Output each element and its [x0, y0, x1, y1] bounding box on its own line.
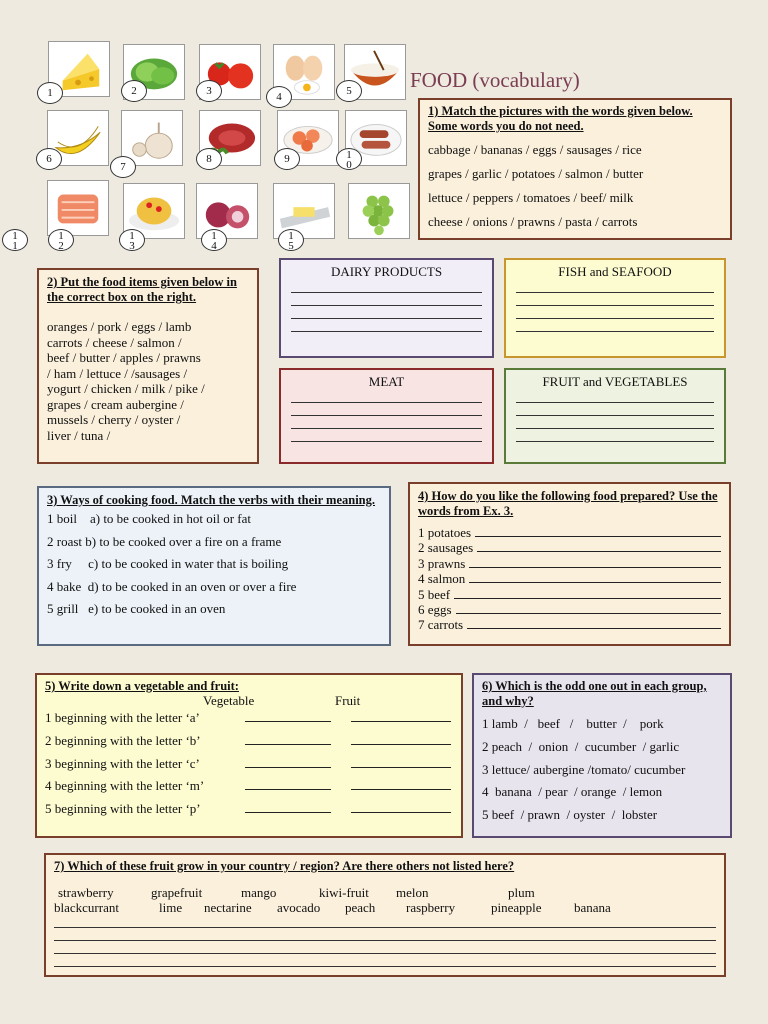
picture-number: 1 2 — [48, 229, 74, 251]
word-line: cheese / onions / prawns / pasta / carrots — [428, 214, 638, 229]
answer-line[interactable] — [516, 293, 714, 306]
answer-line[interactable] — [291, 293, 482, 306]
answer-line[interactable] — [516, 416, 714, 429]
food-prepare-row — [418, 587, 721, 602]
matching-line: 3 fry c) to be cooked in water that is boiling — [47, 556, 289, 572]
food-prepare-row — [418, 617, 721, 632]
exercise-2-word-list — [47, 319, 249, 443]
exercise-5-columns — [45, 694, 453, 708]
exercise-3-heading: 3) Ways of cooking food. Match the verbs with their meaning. — [47, 493, 376, 507]
fruit-vegetables-box — [504, 368, 726, 464]
fruit-word: plum — [508, 885, 535, 900]
letter-prompt: 1 beginning with the letter ‘a’ — [45, 710, 200, 725]
word-line: oranges / pork / eggs / lamb — [47, 319, 192, 334]
letter-prompt: 2 beginning with the letter ‘b’ — [45, 732, 201, 748]
word-line: cabbage / bananas / eggs / sausages / rice — [428, 142, 642, 157]
fruit-row-1 — [54, 885, 716, 900]
picture-number: 1 4 — [201, 229, 227, 251]
fruit-word: mango — [241, 885, 277, 900]
picture-number: 4 — [266, 86, 292, 108]
answer-line[interactable] — [516, 306, 714, 319]
vegetable-blank[interactable] — [245, 778, 331, 790]
food-label: 7 carrots — [418, 617, 464, 633]
exercise-5-box — [35, 673, 463, 838]
food-label: 6 eggs — [418, 602, 452, 618]
fruit-word: kiwi-fruit — [319, 885, 369, 900]
answer-line[interactable] — [516, 319, 714, 332]
food-prepare-row — [418, 602, 721, 617]
dairy-products-box — [279, 258, 494, 358]
picture-number: 9 — [274, 148, 300, 170]
word-line: liver / tuna / — [47, 427, 111, 443]
exercise-5-list — [45, 708, 453, 822]
fruit-blank[interactable] — [351, 778, 451, 790]
letter-prompt: 3 beginning with the letter ‘c’ — [45, 755, 200, 771]
answer-line[interactable] — [291, 280, 482, 293]
odd-one-out-line: 3 lettuce/ aubergine /tomato/ cucumber — [482, 761, 686, 777]
exercise-7-heading: 7) Which of these fruit grow in your country / region? Are there others not listed here? — [54, 859, 515, 873]
exercise-6-list — [482, 713, 722, 827]
answer-blank[interactable] — [475, 525, 721, 537]
exercise-3-box — [37, 486, 391, 646]
odd-one-out-line: 1 lamb / beef / butter / pork — [482, 716, 664, 731]
meat-box — [279, 368, 494, 464]
matching-line: 4 bake d) to be cooked in an oven or over a fire — [47, 578, 297, 594]
picture-number: 1 5 — [278, 229, 304, 251]
answer-line[interactable] — [516, 403, 714, 416]
exercise-4-heading: 4) How do you like the following food prepared? Use the words from Ex. 3. — [418, 489, 718, 518]
odd-one-out-line: 2 peach / onion / cucumber / garlic — [482, 738, 680, 754]
letter-prompt: 4 beginning with the letter ‘m’ — [45, 778, 205, 794]
fruit-word: strawberry — [58, 885, 114, 900]
exercise-2-heading: 2) Put the food items given below in the correct box on the right. — [47, 275, 237, 304]
fruit-word: avocado — [277, 900, 321, 915]
answer-area[interactable] — [54, 915, 716, 967]
exercise-1-heading: 1) Match the pictures with the words given below. Some words you do not need. — [428, 104, 693, 133]
food-label: 2 sausages — [418, 540, 474, 556]
fruit-blank[interactable] — [351, 801, 451, 813]
fruit-word: raspberry — [406, 900, 456, 915]
food-label: 3 prawns — [418, 555, 466, 571]
food-prepare-row — [418, 571, 721, 586]
page-title: FOOD (vocabulary) — [410, 68, 580, 92]
fish-seafood-box — [504, 258, 726, 358]
picture-number: 7 — [110, 156, 136, 178]
fruit-word: banana — [574, 900, 611, 915]
picture-number: 5 — [336, 80, 362, 102]
fish-seafood-label: FISH and SEAFOOD — [558, 264, 672, 279]
exercise-4-box — [408, 482, 731, 646]
answer-blank[interactable] — [456, 602, 721, 614]
food-label: 1 potatoes — [418, 525, 472, 540]
picture-number: 8 — [196, 148, 222, 170]
exercise-4-list — [418, 525, 721, 633]
exercise-3-list — [47, 508, 381, 621]
answer-line[interactable] — [291, 429, 482, 442]
fruit-row-2 — [54, 900, 716, 915]
odd-one-out-line: 5 beef / prawn / oyster / lobster — [482, 807, 658, 823]
dairy-products-label: DAIRY PRODUCTS — [330, 264, 443, 279]
fruit-vegetables-label: FRUIT and VEGETABLES — [542, 374, 688, 389]
fruit-word: nectarine — [204, 900, 252, 915]
answer-line[interactable] — [516, 390, 714, 403]
letter-row — [45, 776, 453, 799]
word-line: beef / butter / apples / prawns — [47, 350, 201, 365]
meat-label: MEAT — [368, 374, 405, 389]
picture-number: 1 1 — [2, 229, 28, 251]
fruit-column-label: Fruit — [335, 693, 361, 708]
exercise-7-box — [44, 853, 726, 977]
matching-line: 5 grill e) to be cooked in an oven — [47, 601, 226, 617]
food-prepare-row — [418, 525, 721, 540]
exercise-1-word-list — [428, 138, 722, 234]
fruit-word: melon — [396, 885, 429, 900]
letter-row — [45, 799, 453, 822]
fruit-word: pineapple — [491, 900, 542, 915]
word-line: carrots / cheese / salmon / — [47, 334, 182, 350]
exercise-6-box — [472, 673, 732, 838]
fruit-blank[interactable] — [351, 733, 451, 745]
food-label: 5 beef — [418, 586, 451, 602]
word-line: mussels / cherry / oyster / — [47, 412, 181, 427]
word-line: grapes / garlic / potatoes / salmon / butter — [428, 166, 644, 181]
letter-row — [45, 731, 453, 754]
answer-line[interactable] — [291, 403, 482, 416]
answer-line[interactable] — [291, 319, 482, 332]
fruit-word: grapefruit — [151, 885, 203, 900]
picture-number: 3 — [196, 80, 222, 102]
matching-line: 1 boil a) to be cooked in hot oil or fat — [47, 511, 251, 526]
vegetable-blank[interactable] — [245, 710, 331, 722]
answer-line[interactable] — [291, 390, 482, 403]
answer-blank[interactable] — [477, 540, 721, 552]
answer-line[interactable] — [516, 280, 714, 293]
food-label: 4 salmon — [418, 571, 466, 587]
picture-number: 1 0 — [336, 148, 362, 170]
picture-number: 1 — [37, 82, 63, 104]
fruit-word: peach — [345, 900, 376, 915]
picture-number: 1 3 — [119, 229, 145, 251]
vegetable-blank[interactable] — [245, 756, 331, 768]
answer-line[interactable] — [291, 416, 482, 429]
exercise-6-heading: 6) Which is the odd one out in each group, and why? — [482, 679, 707, 708]
letter-row — [45, 754, 453, 777]
vegetable-column-label: Vegetable — [203, 693, 255, 708]
fruit-blank[interactable] — [351, 710, 451, 722]
word-line: yogurt / chicken / milk / pike / — [47, 381, 205, 396]
answer-blank[interactable] — [469, 556, 721, 568]
fruit-word: lime — [159, 900, 183, 915]
salmon-icon — [47, 180, 109, 236]
word-line: lettuce / peppers / tomatoes / beef/ milk — [428, 190, 634, 205]
fruit-word: blackcurrant — [54, 900, 119, 915]
answer-line[interactable] — [516, 429, 714, 442]
odd-one-out-line: 4 banana / pear / orange / lemon — [482, 784, 663, 800]
food-prepare-row — [418, 540, 721, 555]
vegetable-blank[interactable] — [245, 801, 331, 813]
matching-line: 2 roast b) to be cooked over a fire on a frame — [47, 533, 282, 549]
exercise-2-box — [37, 268, 259, 464]
grapes-icon — [348, 183, 410, 239]
answer-blank[interactable] — [454, 587, 721, 599]
exercise-5-heading: 5) Write down a vegetable and fruit: — [45, 679, 239, 693]
letter-prompt: 5 beginning with the letter ‘p’ — [45, 801, 201, 817]
vegetable-blank[interactable] — [245, 733, 331, 745]
word-line: / ham / lettuce / /sausages / — [47, 365, 188, 381]
word-line: grapes / cream aubergine / — [47, 396, 184, 412]
picture-number: 2 — [121, 80, 147, 102]
letter-row — [45, 708, 453, 731]
exercise-1-box — [418, 98, 732, 240]
fruit-blank[interactable] — [351, 756, 451, 768]
answer-blank[interactable] — [469, 571, 721, 583]
answer-blank[interactable] — [467, 617, 721, 629]
answer-line[interactable] — [291, 306, 482, 319]
food-prepare-row — [418, 556, 721, 571]
picture-number: 6 — [36, 148, 62, 170]
